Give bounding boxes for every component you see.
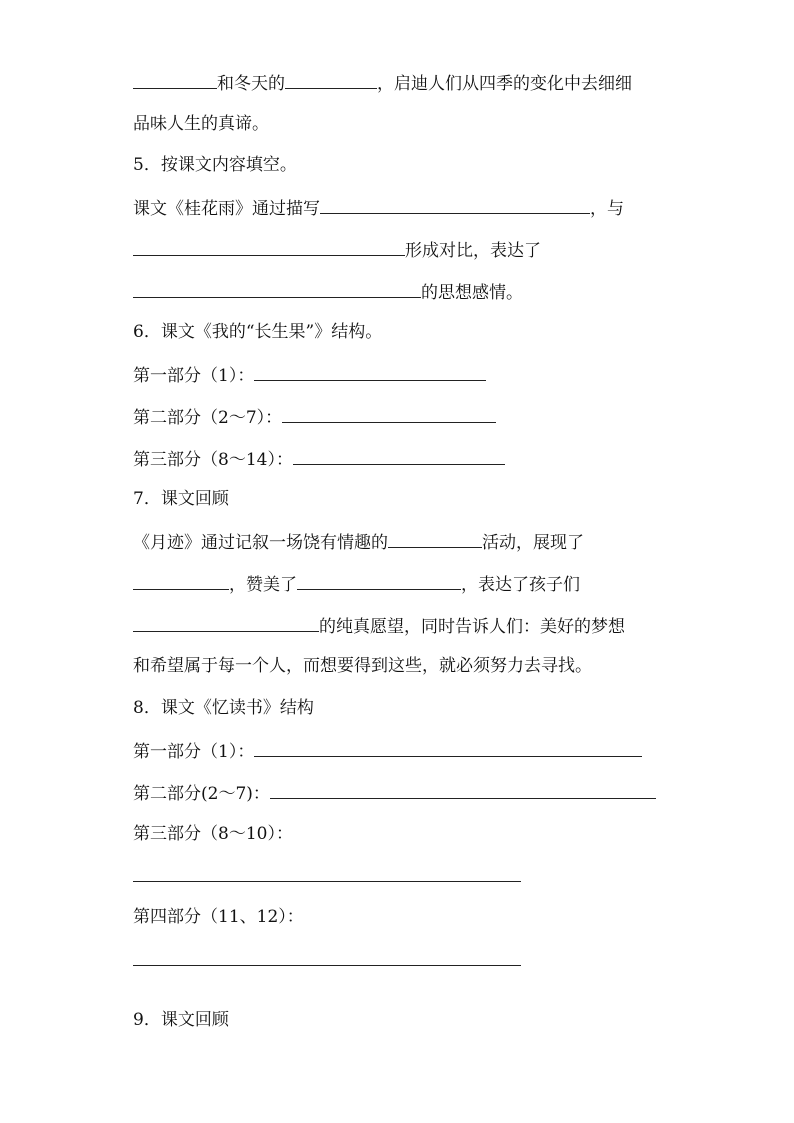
continuation-line-1 — [133, 70, 632, 96]
question-8-part-1 — [133, 738, 642, 764]
question-8-title — [133, 696, 314, 720]
answer-blank[interactable] — [133, 863, 521, 882]
question-9-title — [133, 1008, 229, 1032]
part-label: 第一部分（1）： — [133, 366, 255, 386]
answer-blank[interactable] — [133, 70, 217, 89]
text-segment: 品味人生的真谛。 — [133, 114, 269, 134]
answer-blank[interactable] — [282, 404, 496, 423]
question-8-part-4 — [133, 905, 304, 929]
question-8-part-3-answer — [133, 863, 521, 889]
question-8-part-4-answer — [133, 947, 521, 973]
part-label: 第三部分（8～10）： — [133, 824, 293, 844]
question-7-title — [133, 487, 229, 511]
text-segment: ，启迪人们从四季的变化中去细细 — [377, 74, 632, 94]
question-title-text: 8．课文《忆读书》结构 — [133, 698, 314, 718]
text-segment: 形成对比，表达了 — [405, 241, 541, 261]
question-6-part-1 — [133, 362, 486, 388]
answer-blank[interactable] — [293, 446, 505, 465]
part-label: 第二部分(2～7)： — [133, 784, 270, 804]
question-8-part-3 — [133, 822, 293, 846]
text-segment: ，与 — [590, 199, 624, 219]
answer-blank[interactable] — [133, 237, 405, 256]
question-8-part-2 — [133, 780, 656, 806]
question-title-text: 9．课文回顾 — [133, 1010, 229, 1030]
question-title-text: 6．课文《我的“长生果”》结构。 — [133, 322, 383, 342]
question-5-title — [133, 153, 297, 177]
answer-blank[interactable] — [254, 738, 642, 757]
question-7-line-4 — [133, 654, 592, 678]
text-segment: 《月迹》通过记叙一场饶有情趣的 — [133, 533, 388, 553]
question-5-line-1 — [133, 195, 624, 221]
continuation-line-2 — [133, 112, 269, 136]
question-7-line-3 — [133, 613, 625, 639]
answer-blank[interactable] — [270, 780, 656, 799]
question-title-text: 5．按课文内容填空。 — [133, 155, 297, 175]
text-segment: 的思想感情。 — [421, 283, 523, 303]
question-title-text: 7．课文回顾 — [133, 489, 229, 509]
text-segment: 和冬天的 — [217, 74, 285, 94]
part-label: 第三部分（8～14）： — [133, 450, 293, 470]
part-label: 第四部分（11、12）： — [133, 907, 304, 927]
question-5-line-3 — [133, 279, 523, 305]
answer-blank[interactable] — [320, 195, 590, 214]
question-6-part-2 — [133, 404, 496, 430]
answer-blank[interactable] — [388, 529, 482, 548]
answer-blank[interactable] — [133, 947, 521, 966]
text-segment: 活动，展现了 — [482, 533, 584, 553]
part-label: 第二部分（2～7）： — [133, 408, 283, 428]
answer-blank[interactable] — [285, 70, 377, 89]
question-7-line-1 — [133, 529, 584, 555]
text-segment: 和希望属于每一个人，而想要得到这些，就必须努力去寻找。 — [133, 656, 592, 676]
question-6-part-3 — [133, 446, 505, 472]
answer-blank[interactable] — [254, 362, 486, 381]
part-label: 第一部分（1）： — [133, 742, 255, 762]
question-5-line-2 — [133, 237, 541, 263]
text-segment: ，表达了孩子们 — [461, 575, 580, 595]
answer-blank[interactable] — [133, 571, 229, 590]
answer-blank[interactable] — [133, 613, 319, 632]
text-segment: ，赞美了 — [229, 575, 297, 595]
text-segment: 的纯真愿望，同时告诉人们：美好的梦想 — [319, 617, 625, 637]
question-7-line-2 — [133, 571, 580, 597]
answer-blank[interactable] — [297, 571, 461, 590]
text-segment: 课文《桂花雨》通过描写 — [133, 199, 320, 219]
answer-blank[interactable] — [133, 279, 421, 298]
question-6-title — [133, 320, 382, 344]
